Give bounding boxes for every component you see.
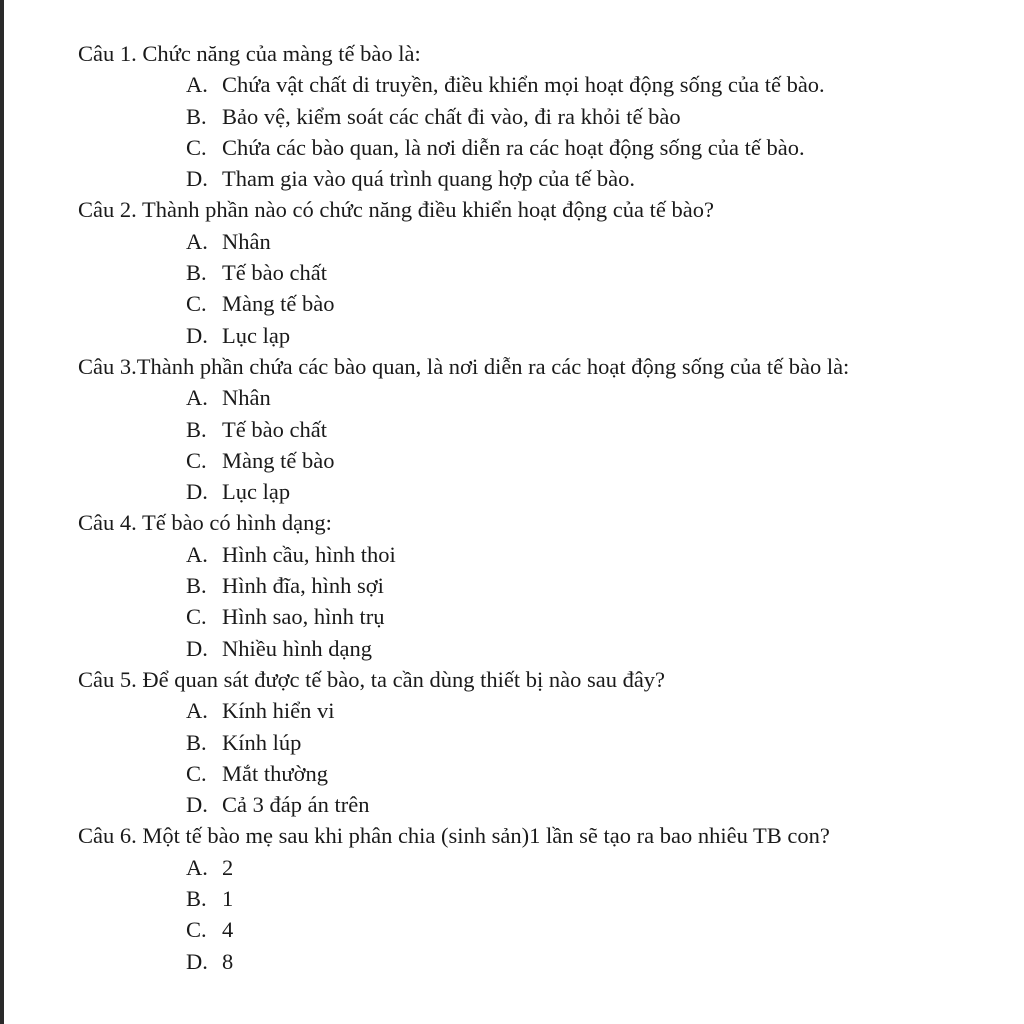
option-letter: A.: [186, 854, 208, 880]
answer-options: [78, 226, 1008, 351]
answer-option-a: [186, 382, 1008, 413]
answer-option-d: [186, 946, 1008, 977]
answer-option-b: [186, 570, 1008, 601]
question-3: [78, 351, 1008, 507]
option-text: Màng tế bào: [222, 447, 335, 473]
question-text: Câu 2. Thành phần nào có chức năng điều khiển hoạt động của tế bào?: [78, 197, 714, 223]
answer-option-c: [186, 758, 1008, 789]
answer-options: [78, 539, 1008, 664]
question-text: Câu 6. Một tế bào mẹ sau khi phân chia (sinh sản)1 lần sẽ tạo ra bao nhiêu TB con?: [78, 823, 830, 849]
answer-options: [78, 695, 1008, 820]
option-letter: D.: [186, 479, 208, 505]
option-letter: D.: [186, 948, 208, 974]
option-text: Tham gia vào quá trình quang hợp của tế bào.: [222, 166, 636, 192]
option-text: Bảo vệ, kiểm soát các chất đi vào, đi ra khỏi tế bào: [222, 103, 681, 129]
answer-option-d: [186, 789, 1008, 820]
option-letter: B.: [186, 573, 207, 599]
question-6: [78, 820, 1008, 976]
option-letter: C.: [186, 917, 207, 943]
option-text: Lục lạp: [222, 322, 291, 348]
answer-option-d: [186, 320, 1008, 351]
option-letter: C.: [186, 447, 207, 473]
option-letter: A.: [186, 698, 208, 724]
option-text: Kính lúp: [222, 729, 302, 755]
answer-option-a: [186, 852, 1008, 883]
option-text: Nhiều hình dạng: [222, 635, 372, 661]
option-text: Tế bào chất: [222, 260, 327, 286]
option-letter: A.: [186, 72, 208, 98]
answer-option-c: [186, 445, 1008, 476]
answer-option-a: [186, 539, 1008, 570]
page-left-border: [0, 0, 4, 1024]
option-text: Hình đĩa, hình sợi: [222, 573, 384, 599]
answer-option-d: [186, 476, 1008, 507]
question-text: Câu 5. Để quan sát được tế bào, ta cần dùng thiết bị nào sau đây?: [78, 666, 666, 692]
option-text: Chứa các bào quan, là nơi diễn ra các hoạt động sống của tế bào.: [222, 134, 805, 160]
question-text: Câu 1. Chức năng của màng tế bào là:: [78, 41, 421, 66]
answer-option-d: [186, 163, 1008, 194]
answer-option-b: [186, 101, 1008, 132]
option-text: Cả 3 đáp án trên: [222, 792, 370, 818]
answer-option-c: [186, 914, 1008, 945]
quiz-document: [78, 38, 1008, 977]
option-text: Chứa vật chất di truyền, điều khiển mọi hoạt động sống của tế bào.: [222, 72, 825, 98]
question-text: Câu 3.Thành phần chứa các bào quan, là nơi diễn ra các hoạt động sống của tế bào là:: [78, 353, 850, 379]
question-4: [78, 507, 1008, 663]
option-letter: D.: [186, 322, 208, 348]
question-1: [78, 38, 1008, 194]
option-text: 8: [222, 948, 234, 974]
answer-option-b: [186, 727, 1008, 758]
answer-option-c: [186, 132, 1008, 163]
option-letter: B.: [186, 260, 207, 286]
answer-option-a: [186, 69, 1008, 100]
answer-options: [78, 382, 1008, 507]
option-letter: A.: [186, 385, 208, 411]
option-letter: C.: [186, 604, 207, 630]
option-letter: B.: [186, 729, 207, 755]
answer-option-b: [186, 257, 1008, 288]
option-text: Kính hiển vi: [222, 698, 335, 724]
answer-options: [78, 852, 1008, 977]
option-letter: C.: [186, 291, 207, 317]
option-letter: D.: [186, 635, 208, 661]
option-text: Hình cầu, hình thoi: [222, 541, 396, 567]
option-text: 4: [222, 917, 234, 943]
question-5: [78, 664, 1008, 820]
option-letter: B.: [186, 103, 207, 129]
answer-option-d: [186, 633, 1008, 664]
option-text: 1: [222, 886, 234, 912]
option-letter: D.: [186, 792, 208, 818]
option-text: Lục lạp: [222, 479, 291, 505]
answer-option-c: [186, 288, 1008, 319]
option-letter: A.: [186, 541, 208, 567]
answer-option-c: [186, 601, 1008, 632]
option-letter: B.: [186, 886, 207, 912]
answer-option-b: [186, 414, 1008, 445]
option-letter: A.: [186, 228, 208, 254]
answer-option-a: [186, 695, 1008, 726]
option-letter: C.: [186, 134, 207, 160]
option-text: 2: [222, 854, 234, 880]
option-text: Tế bào chất: [222, 416, 327, 442]
answer-options: [78, 69, 1008, 194]
question-2: [78, 194, 1008, 350]
option-letter: C.: [186, 760, 207, 786]
question-text: Câu 4. Tế bào có hình dạng:: [78, 510, 332, 536]
option-text: Nhân: [222, 385, 271, 411]
option-text: Nhân: [222, 228, 271, 254]
option-text: Màng tế bào: [222, 291, 335, 317]
option-letter: D.: [186, 166, 208, 192]
answer-option-b: [186, 883, 1008, 914]
option-text: Mắt thường: [222, 760, 328, 786]
option-letter: B.: [186, 416, 207, 442]
answer-option-a: [186, 226, 1008, 257]
option-text: Hình sao, hình trụ: [222, 604, 385, 630]
